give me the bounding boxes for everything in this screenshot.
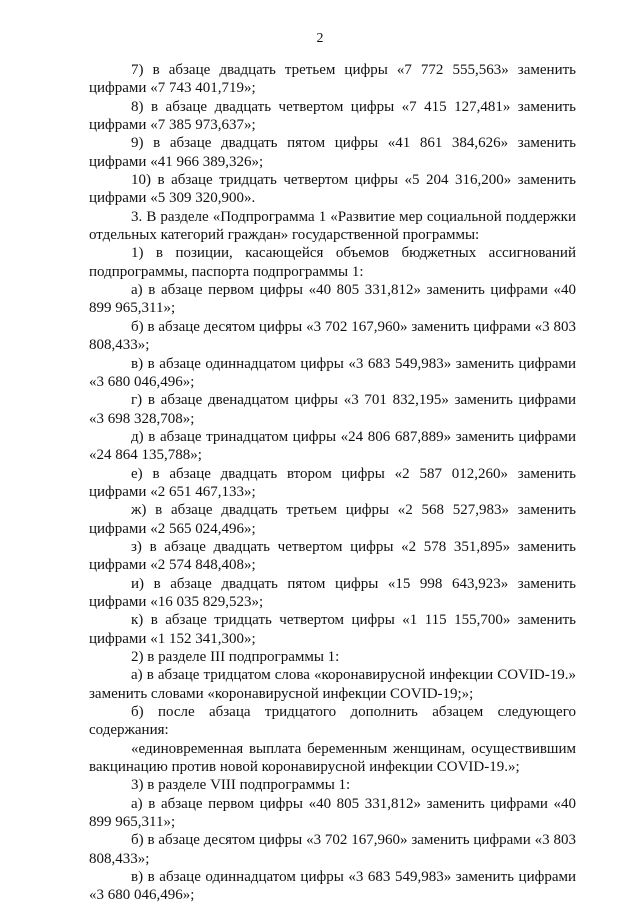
- item-1-b: б) в абзаце десятом цифры «3 702 167,960» заменить цифрами «3 803 808,433»;: [89, 318, 576, 354]
- section-3-heading: 3. В разделе «Подпрограмма 1 «Развитие мер социальной поддержки отдельных категорий граждан» государственной программы:: [89, 208, 576, 244]
- page-number: 2: [316, 31, 324, 46]
- item-1-z: з) в абзаце двадцать четвертом цифры «2 578 351,895» заменить цифрами «2 574 848,408»;: [89, 538, 576, 574]
- item-2-a: а) в абзаце тридцатом слова «коронавирусной инфекции COVID-19.» заменить словами «коронавирусной инфекции COVID-19;»;: [89, 667, 576, 702]
- paragraph-8: 8) в абзаце двадцать четвертом цифры «7 415 127,481» заменить цифрами «7 385 973,637»;: [89, 98, 576, 134]
- item-1-d: д) в абзаце тринадцатом цифры «24 806 687,889» заменить цифрами «24 864 135,788»;: [89, 428, 576, 464]
- item-1-e: е) в абзаце двадцать втором цифры «2 587 012,260» заменить цифрами «2 651 467,133»;: [89, 465, 576, 500]
- document-body: [89, 61, 576, 905]
- item-1: 1) в позиции, касающейся объемов бюджетных ассигнований подпрограммы, паспорта подпрограммы 1:: [89, 245, 576, 280]
- item-2: 2) в разделе III подпрограммы 1:: [131, 649, 340, 665]
- item-3-a: а) в абзаце первом цифры «40 805 331,812» заменить цифрами «40 899 965,311»;: [89, 795, 576, 831]
- item-1-i: и) в абзаце двадцать пятом цифры «15 998 643,923» заменить цифрами «16 035 829,523»;: [89, 575, 576, 610]
- item-3-v: в) в абзаце одиннадцатом цифры «3 683 549,983» заменить цифрами «3 680 046,496»;: [89, 869, 576, 904]
- item-1-zh: ж) в абзаце двадцать третьем цифры «2 568 527,983» заменить цифрами «2 565 024,496»;: [89, 502, 576, 537]
- item-1-v: в) в абзаце одиннадцатом цифры «3 683 549,983» заменить цифрами «3 680 046,496»;: [89, 355, 576, 390]
- paragraph-10: 10) в абзаце тридцать четвертом цифры «5 204 316,200» заменить цифрами «5 309 320,900».: [89, 172, 576, 207]
- paragraph-9: 9) в абзаце двадцать пятом цифры «41 861 384,626» заменить цифрами «41 966 389,326»;: [89, 135, 576, 170]
- item-2-b: б) после абзаца тридцатого дополнить абзацем следующего содержания:: [89, 704, 576, 739]
- item-1-a: а) в абзаце первом цифры «40 805 331,812» заменить цифрами «40 899 965,311»;: [89, 282, 576, 317]
- item-3-b: б) в абзаце десятом цифры «3 702 167,960» заменить цифрами «3 803 808,433»;: [89, 832, 576, 867]
- paragraph-7: 7) в абзаце двадцать третьем цифры «7 772 555,563» заменить цифрами «7 743 401,719»;: [89, 62, 576, 97]
- item-1-g: г) в абзаце двенадцатом цифры «3 701 832,195» заменить цифрами «3 698 328,708»;: [89, 392, 576, 427]
- item-1-k: к) в абзаце тридцать четвертом цифры «1 115 155,700» заменить цифрами «1 152 341,300»;: [89, 612, 576, 647]
- item-2-quote: «единовременная выплата беременным женщинам, осуществившим вакцинацию против новой коронавирусной инфекции COVID-19.»;: [89, 740, 576, 776]
- item-3: 3) в разделе VIII подпрограммы 1:: [131, 777, 351, 794]
